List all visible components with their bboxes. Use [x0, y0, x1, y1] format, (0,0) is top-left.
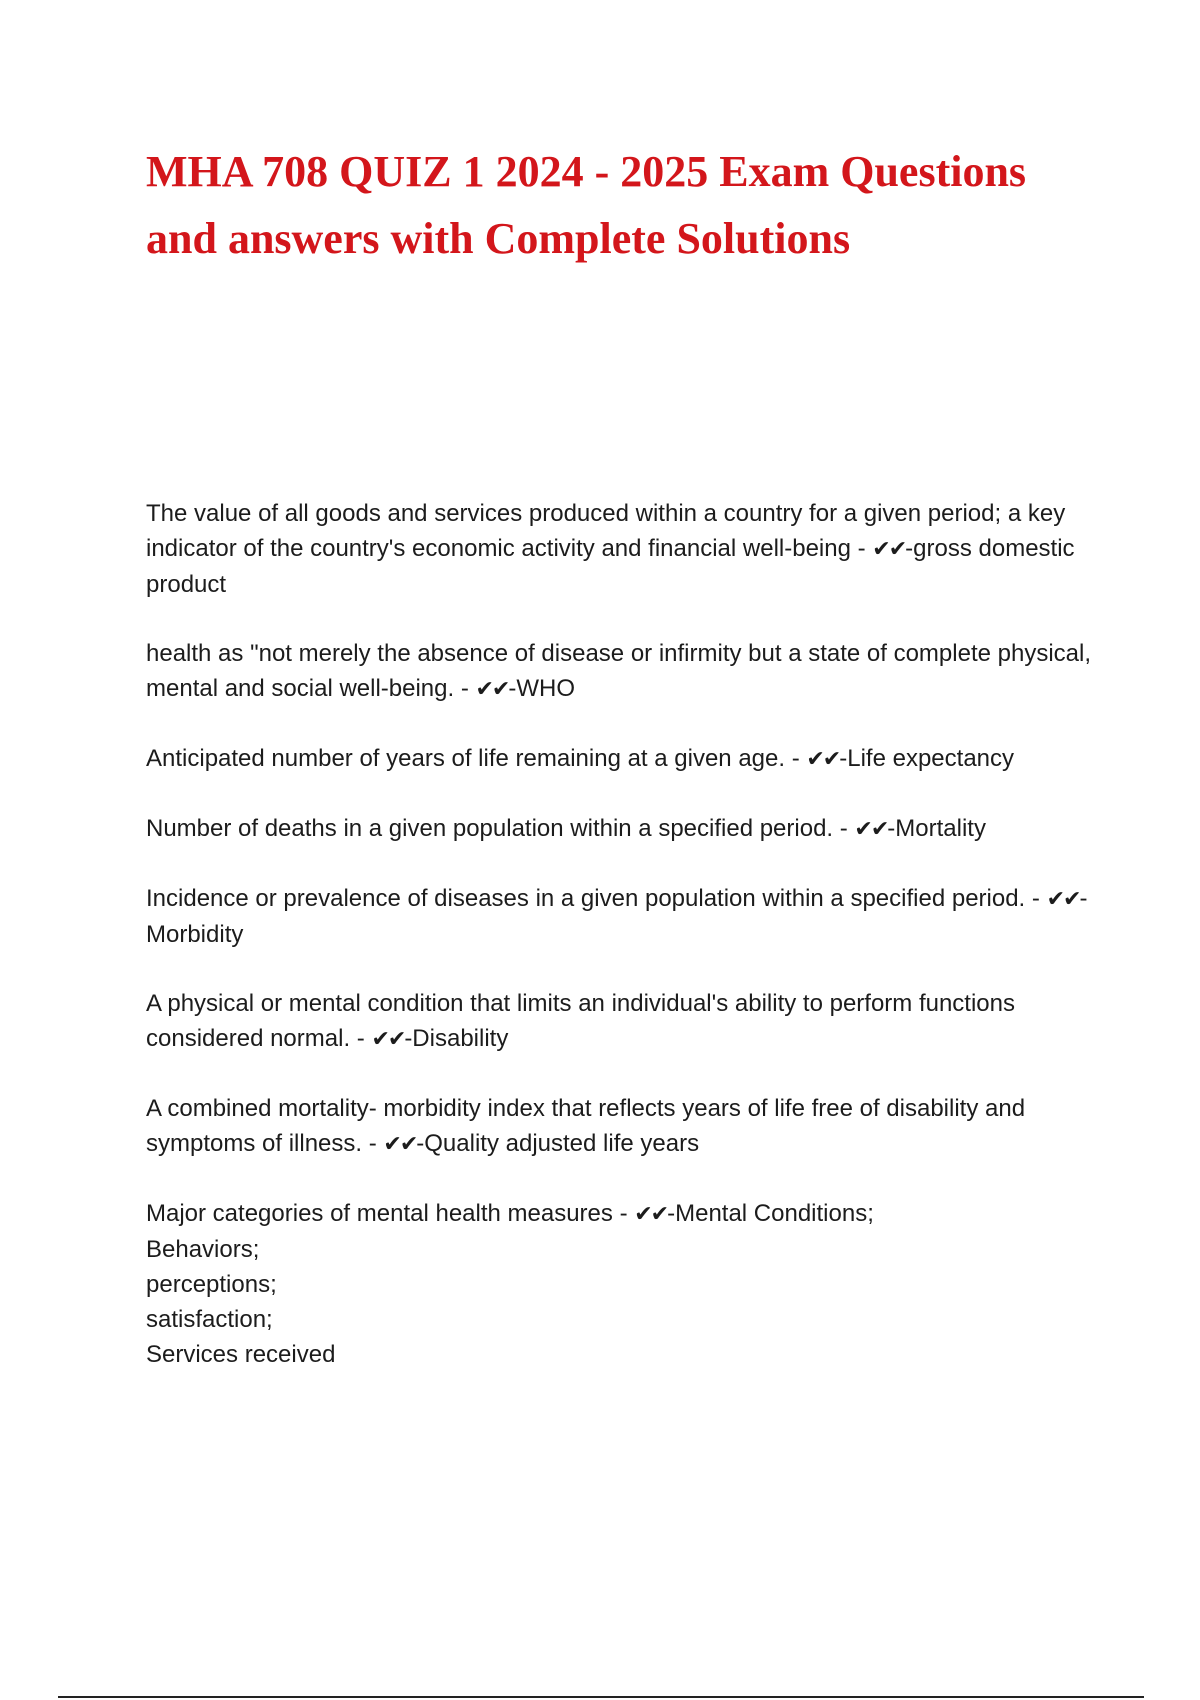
- qa-list: [146, 496, 1106, 1406]
- question-text: Number of deaths in a given population within a specified period.: [146, 815, 834, 842]
- qa-item: [146, 881, 1106, 952]
- answer-text: -Life expectancy: [839, 745, 1015, 772]
- double-check-icon: ✔✔: [854, 817, 888, 842]
- separator: -: [362, 1130, 384, 1157]
- answer-text: -gross domestic product: [146, 535, 1075, 598]
- answer-line: Behaviors;: [146, 1236, 260, 1263]
- answer-line: satisfaction;: [146, 1306, 273, 1333]
- answer-text: -Mortality: [887, 815, 986, 842]
- question-text: A combined mortality- morbidity index that reflects years of life free of disability and symptoms of illness.: [146, 1095, 1026, 1157]
- separator: -: [350, 1025, 372, 1052]
- double-check-icon: ✔✔: [383, 1132, 417, 1157]
- qa-item: [146, 1196, 1106, 1372]
- answer-text: -WHO: [508, 675, 576, 702]
- document-title: MHA 708 QUIZ 1 2024 - 2025 Exam Questions and answers with Complete Solutions: [146, 147, 1027, 263]
- qa-item: [146, 1091, 1106, 1162]
- separator: -: [454, 675, 476, 702]
- answer-text: -Morbidity: [146, 885, 1088, 948]
- answer-text: -Quality adjusted life years: [416, 1130, 700, 1157]
- question-text: Major categories of mental health measures: [146, 1200, 613, 1227]
- double-check-icon: ✔✔: [806, 747, 840, 772]
- qa-item: [146, 636, 1106, 707]
- separator: -: [850, 535, 873, 562]
- question-text: Incidence or prevalence of diseases in a given population within a specified period.: [146, 885, 1026, 912]
- double-check-icon: ✔✔: [872, 537, 906, 562]
- double-check-icon: ✔✔: [634, 1202, 668, 1227]
- question-text: A physical or mental condition that limits an individual's ability to perform functions considered normal.: [146, 990, 1016, 1052]
- answer-line: Services received: [146, 1341, 336, 1368]
- qa-item: [146, 811, 1106, 847]
- answer-line: perceptions;: [146, 1271, 277, 1298]
- answer-text: -Disability: [404, 1025, 509, 1052]
- separator: -: [785, 745, 807, 772]
- double-check-icon: ✔✔: [371, 1027, 405, 1052]
- question-text: Anticipated number of years of life remaining at a given age.: [146, 745, 786, 772]
- question-text: The value of all goods and services produced within a country for a given period; a key indicator of the country's economic activity and financial well-being: [146, 500, 1066, 562]
- separator: -: [1025, 885, 1047, 912]
- qa-item: [146, 741, 1106, 777]
- separator: -: [612, 1200, 635, 1227]
- double-check-icon: ✔✔: [475, 677, 509, 702]
- answer-text: -Mental Conditions;: [667, 1200, 874, 1227]
- qa-item: [146, 986, 1106, 1057]
- question-text: health as "not merely the absence of disease or infirmity but a state of complete physical, mental and social well-being.: [146, 640, 1092, 702]
- footer-rule: [58, 1696, 1144, 1698]
- qa-item: [146, 496, 1106, 602]
- separator: -: [833, 815, 855, 842]
- double-check-icon: ✔✔: [1046, 887, 1080, 912]
